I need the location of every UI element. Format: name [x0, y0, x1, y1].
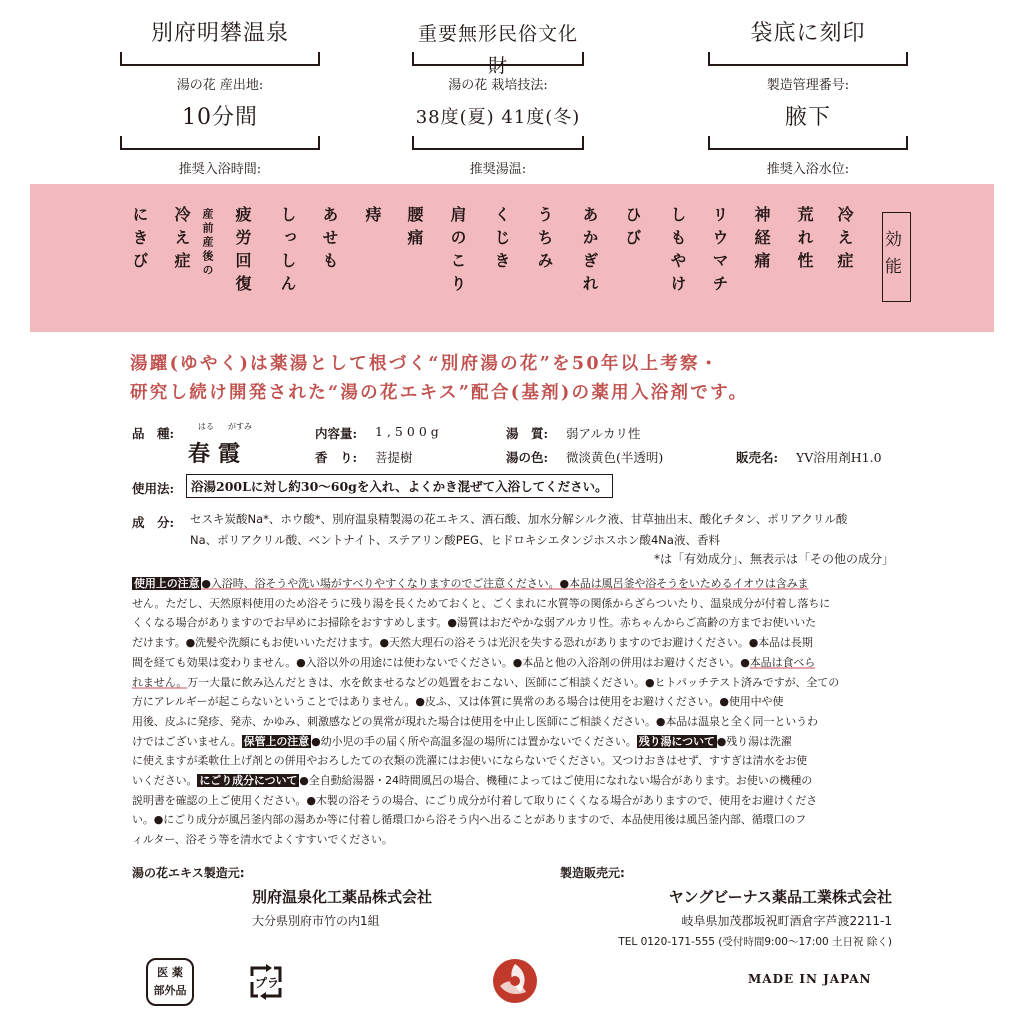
caution-line: い。●にごり成分が風呂釜内部の湯あか等に付着し循環口から浴そう内へ出ることがありますので、本品使用後は風呂釜内部、循環口のフ	[132, 813, 807, 827]
scent-value: 菩提樹	[375, 450, 413, 465]
efficacy-item: 冷え症	[835, 206, 854, 275]
recycle-text: プラ	[255, 976, 280, 990]
variety-name: 春霞	[188, 441, 249, 467]
maker-name: 別府温泉化工薬品株式会社	[252, 888, 433, 906]
caution-line: けではございません。	[132, 734, 242, 748]
spec-label: 湯の花 栽培技法:	[448, 78, 548, 93]
caution-line: くくなる場合がありますのでお早めにお掃除をおすすめします。●湯質はおだやかな弱アルカリ性。赤ちゃんからご高齢の方までお使いいた	[132, 616, 817, 630]
ingredients-label: 成 分:	[132, 515, 175, 530]
efficacy-item: 産前産後の	[201, 208, 214, 278]
efficacy-band	[30, 184, 994, 332]
caution-line: だけます。●洗髪や洗顔にもお使いいただけます。●天然大理石の浴そうは光沢を失する恐れがありますのでお避けください。●本品は長期	[132, 636, 813, 650]
caution-line: ●幼小児の手の届く所や高温多湿の場所には置かないでください。	[311, 734, 637, 748]
seller-label: 製造販売元:	[560, 866, 625, 880]
caution-line: ィルター、浴そう等を清水でよくすすいでください。	[132, 833, 393, 847]
volume-label: 内容量:	[315, 426, 358, 441]
storage-caution-tag: 保管上の注意	[243, 734, 310, 748]
seller-name: ヤングビーナス薬品工業株式会社	[668, 888, 892, 906]
caution-line: れません。	[132, 675, 188, 689]
ingredients-line: セスキ炭酸Na*、ホウ酸*、別府温泉精製湯の花エキス、酒石酸、加水分解シルク液、甘草抽出末、酸化チタン、ポリアクリル酸	[190, 512, 848, 526]
quasi-drug-text: 部外品	[153, 984, 187, 997]
maker-address: 大分県別府市竹の内1組	[252, 914, 380, 928]
spec-label: 湯の花 産出地:	[176, 78, 264, 93]
spec-value: 腋下	[784, 105, 831, 130]
caution-line: 説明書を確認の上ご使用ください。●木製の浴そうの場合、にごり成分が付着して取りにくくなる場合がありますので、使用をお避けくださ	[132, 793, 818, 807]
efficacy-item: くじき	[492, 206, 511, 275]
spec-level	[708, 102, 908, 177]
caution-line: ●入浴時、浴そうや洗い場がすべりやすくなりますのでご注意ください。●本品は風呂釜や浴そうをいためるイオウは含みま	[201, 577, 809, 590]
efficacy-heading: 効能	[881, 230, 901, 284]
ingredients-text	[190, 509, 900, 551]
sales-value: YV浴用剤H1.0	[796, 450, 882, 465]
ingredients-note: *は「有効成分」、無表示は「その他の成分」	[653, 552, 894, 566]
scent-label: 香 り:	[315, 450, 358, 465]
volume-value: 1,500g	[375, 424, 443, 439]
made-in-label: MADE IN JAPAN	[748, 972, 872, 986]
efficacy-item: 冷え症	[172, 206, 191, 275]
spec-frame	[120, 52, 320, 66]
spec-frame	[708, 136, 908, 150]
efficacy-item: しっしん	[278, 206, 297, 298]
usage-label: 使用法:	[132, 481, 175, 496]
efficacy-item: 痔	[363, 206, 382, 229]
spec-lot	[708, 18, 908, 93]
usage-text: 浴湯200Lに対し約30〜60gを入れ、よくかき混ぜて入浴してください。	[186, 474, 613, 498]
spec-source	[120, 18, 320, 93]
ingredients-line: Na、ポリアクリル酸、ベントナイト、ステアリン酸PEG、ヒドロキシエタンジホスホン酸4Na液、香料	[190, 533, 720, 547]
efficacy-item: あかぎれ	[580, 206, 599, 298]
maker-label: 湯の花エキス製造元:	[132, 866, 245, 880]
caution-line: 方にアレルギーが起こらないということではありません。●皮ふ、又は体質に異常のある場合は使用をお避けください。●使用中や使	[132, 695, 784, 709]
spec-frame	[120, 136, 320, 150]
sales-label: 販売名:	[736, 450, 779, 465]
caution-line: 万一大量に飲み込んだときは、水を飲ませるなどの処置をおこない、医師にご相談ください。●ヒトパッチテスト済みですが、全ての	[187, 675, 840, 689]
cloudy-component-tag: にごり成分について	[199, 774, 298, 788]
spec-temp	[412, 102, 584, 177]
caution-line: 間を経ても効果は変わりません。●入浴以外の用途には使わないでください。●本品と他の入浴剤の併用はお避けください。●	[132, 655, 750, 669]
efficacy-item: うちみ	[535, 206, 554, 275]
spec-label: 製造管理番号:	[766, 78, 850, 93]
spec-technique	[412, 18, 584, 93]
efficacy-item: にきび	[130, 206, 149, 275]
leftover-water-tag: 残り湯について	[638, 734, 715, 748]
spec-label: 推奨入浴時間:	[178, 162, 262, 177]
quality-label: 湯 質:	[506, 426, 549, 441]
intro-text	[130, 350, 910, 408]
variety-ruby: がすみ	[228, 422, 252, 431]
seller-tel: TEL 0120-171-555 (受付時間9:00〜17:00 土日祝 除く)	[618, 936, 892, 948]
brand-logo-icon	[490, 956, 540, 1006]
spec-time	[120, 102, 320, 177]
spec-frame	[412, 136, 584, 150]
intro-line: 湯躍(ゆやく)は薬湯として根づく“別府湯の花”を50年以上考察・	[130, 354, 720, 374]
variety-ruby: はる	[198, 422, 214, 431]
caution-line: いください。	[132, 774, 198, 788]
spec-label: 推奨湯温:	[469, 162, 527, 177]
spec-value: 10分間	[182, 105, 258, 130]
variety-label: 品 種:	[132, 426, 175, 441]
quasi-drug-mark	[146, 958, 194, 1006]
spec-value: 38度(夏) 41度(冬)	[415, 107, 581, 128]
efficacy-item: 荒れ性	[795, 206, 814, 275]
caution-line: 本品は食べら	[749, 655, 816, 669]
efficacy-item: ひび	[623, 206, 642, 252]
spec-label: 推奨入浴水位:	[766, 162, 850, 177]
quality-value: 弱アルカリ性	[566, 426, 641, 441]
caution-line: ●全自動給湯器・24時間風呂の場合、機種によってはご使用になれない場合があります。お使いの機種の	[299, 774, 813, 788]
plastic-recycle-icon	[246, 962, 286, 1002]
caution-line: に使えますが柔軟仕上げ剤との併用やおろしたての衣類の洗濯にはお使いにならないでください。又つけおきはせず、すすぎは清水をお使	[132, 754, 808, 768]
cautions-text	[132, 574, 896, 850]
spec-value: 袋底に刻印	[750, 21, 866, 46]
efficacy-item: しもやけ	[668, 206, 687, 298]
quasi-drug-text: 医 薬	[157, 966, 183, 979]
spec-value: 重要無形民俗文化財	[417, 23, 578, 77]
spec-value: 別府明礬温泉	[150, 21, 289, 46]
efficacy-item: あせも	[320, 206, 339, 275]
caution-line: せん。ただし、天然原料使用のため浴そうに残り湯を長くためておくと、ごくまれに水質等の関係からざらついたり、温泉成分が付着し落ちに	[132, 596, 831, 610]
efficacy-item: 肩のこり	[448, 206, 467, 298]
seller-address: 岐阜県加茂郡坂祝町酒倉字芦渡2211-1	[681, 914, 892, 928]
color-label: 湯の色:	[506, 450, 549, 465]
intro-line: 研究し続け開発された“湯の花エキス”配合(基剤)の薬用入浴剤です。	[130, 383, 749, 403]
caution-line: 用後、皮ふに発疹、発赤、かゆみ、刺激感などの異常が現れた場合は使用を中止し医師にご相談ください。●本品は温泉と全く同一というわ	[132, 714, 818, 728]
caution-line: ●残り湯は洗濯	[716, 734, 792, 748]
efficacy-item: 腰痛	[405, 206, 424, 252]
usage-caution-tag: 使用上の注意	[134, 577, 200, 590]
efficacy-item: リウマチ	[710, 206, 729, 298]
efficacy-item: 神経痛	[752, 206, 771, 275]
efficacy-item: 疲労回復	[233, 206, 252, 298]
spec-frame	[708, 52, 908, 66]
color-value: 微淡黄色(半透明)	[566, 450, 664, 465]
